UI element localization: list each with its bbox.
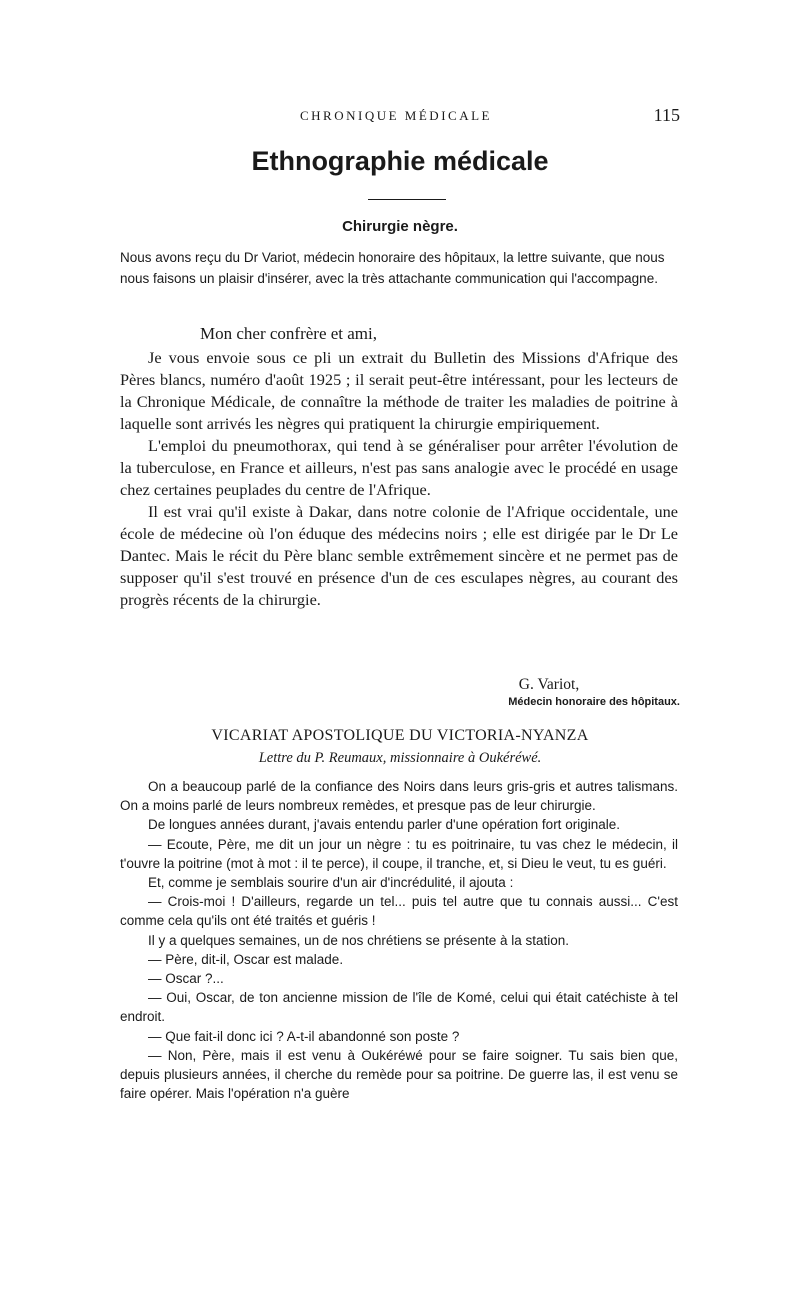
letter-greeting: Mon cher confrère et ami,: [200, 324, 377, 343]
running-head: CHRONIQUE MÉDICALE: [300, 108, 492, 123]
letter-paragraph: Il est vrai qu'il existe à Dakar, dans notre colonie de l'Afrique occidentale, une école de médecine où l'on éduque des médecins noirs ; elle est dirigée par le Dr Le Dantec. Mais le récit du Père blanc semble extrêmement sincère et ne permet pas de supposer qu'il s'est trouvé en présence d'un de ces esculapes nègres, au courant des progrès récents de la chirurgie.: [120, 502, 678, 609]
section-title: VICARIAT APOSTOLIQUE DU VICTORIA-NYANZA: [211, 727, 589, 744]
body-paragraph: — Oscar ?...: [148, 971, 224, 987]
body-paragraph: — Oui, Oscar, de ton ancienne mission de l'île de Komé, celui qui était catéchiste à tel endroit.: [120, 990, 678, 1025]
article-subtitle: Chirurgie nègre.: [342, 218, 458, 235]
body-paragraph: On a beaucoup parlé de la confiance des Noirs dans leurs gris-gris et autres talismans. On a moins parlé de leurs nombreux remèdes, et presque pas de leur chirurgie.: [120, 779, 678, 814]
body-paragraph: Et, comme je semblais sourire d'un air d'incrédulité, il ajouta :: [148, 875, 514, 891]
page-header: [120, 105, 680, 132]
body-paragraph: — Que fait-il donc ici ? A-t-il abandonné son poste ?: [148, 1028, 460, 1044]
body-paragraph: — Non, Père, mais il est venu à Oukéréwé pour se faire soigner. Tu sais bien que, depuis plusieurs années, il cherche du remède pour sa poitrine. De guerre las, il est venu se faire opérer. Mais l'opération n'a guère: [120, 1047, 678, 1102]
article-title: Ethnographie médicale: [251, 146, 549, 176]
page-number: 115: [653, 105, 680, 125]
body-paragraph: — Père, dit-il, Oscar est malade.: [148, 951, 344, 967]
title-divider: [368, 199, 446, 200]
body-paragraph: Il y a quelques semaines, un de nos chrétiens se présente à la station.: [148, 932, 570, 948]
body-paragraph: — Crois-moi ! D'ailleurs, regarde un tel... puis tel autre que tu connais aussi... C'est comme cela qu'ils ont été traités et guéris !: [120, 894, 678, 929]
letter-body: [120, 347, 678, 611]
section-body: [120, 777, 678, 1103]
body-paragraph: De longues années durant, j'avais entendu parler d'une opération fort originale.: [148, 817, 620, 833]
letter-paragraph: Je vous envoie sous ce pli un extrait du Bulletin des Missions d'Afrique des Pères blancs, numéro d'août 1925 ; il serait peut-être intéressant, pour les lecteurs de la Chronique Médicale, de connaître la méthode de traiter les maladies de poitrine à laquelle sont arrivés les nègres qui pratiquent la chirurgie empiriquement.: [120, 348, 678, 433]
body-paragraph: — Ecoute, Père, me dit un jour un nègre : tu es poitrinaire, tu vas chez le médecin, il t'ouvre la poitrine (mot à mot : il te perce), il coupe, il tranche, et, si Dieu le veut, tu es guéri.: [120, 836, 678, 871]
section-subtitle: Lettre du P. Reumaux, missionnaire à Oukéréwé.: [258, 750, 542, 766]
letter-signature: G. Variot,: [518, 676, 580, 693]
intro-paragraph: Nous avons reçu du Dr Variot, médecin honoraire des hôpitaux, la lettre suivante, que nous nous faisons un plaisir d'insérer, avec la très attachante communication qui l'accompagne.: [120, 250, 665, 286]
letter-paragraph: L'emploi du pneumothorax, qui tend à se généraliser pour arrêter l'évolution de la tuberculose, en France et ailleurs, n'est pas sans analogie avec le procédé en usage chez certaines peuplades du centre de l'Afrique.: [120, 436, 678, 499]
signature-title: Médecin honoraire des hôpitaux.: [508, 696, 680, 708]
